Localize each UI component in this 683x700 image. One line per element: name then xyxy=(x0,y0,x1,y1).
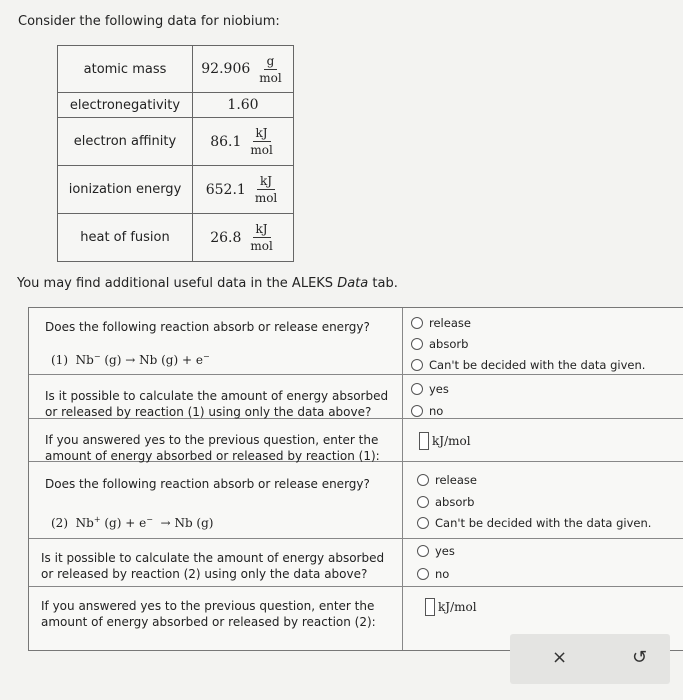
radio-button[interactable] xyxy=(417,545,429,557)
q1-option-cannot-decide[interactable]: Can't be decided with the data given. xyxy=(411,358,645,372)
property-name: electron affinity xyxy=(58,118,193,166)
undo-icon[interactable]: ↺ xyxy=(632,647,648,668)
q1-option-release[interactable]: release xyxy=(411,316,471,330)
q1b-option-yes[interactable]: yes xyxy=(411,382,449,396)
q1-reaction: (1) Nb− (g) → Nb (g) + e− xyxy=(51,352,210,367)
q2b-question: Is it possible to calculate the amount of energy absorbed or released by reaction (2) using only the data above? xyxy=(41,551,385,581)
property-value: 652.1 xyxy=(205,181,246,198)
radio-button[interactable] xyxy=(411,405,423,417)
q1b-question: Is it possible to calculate the amount of energy absorbed or released by reaction (1) using only the data above? xyxy=(45,389,389,419)
property-value: 86.1 xyxy=(210,133,242,150)
q1b-option-no[interactable]: no xyxy=(411,404,443,418)
radio-button[interactable] xyxy=(411,338,423,350)
unit-denominator: mol xyxy=(250,143,273,157)
q2b-option-no[interactable]: no xyxy=(417,567,449,581)
radio-button[interactable] xyxy=(417,517,429,529)
property-name: ionization energy xyxy=(58,166,193,214)
unit-label: kJ/mol xyxy=(438,600,477,614)
unit-numerator: kJ xyxy=(253,222,271,238)
q1-energy-answer xyxy=(419,432,471,450)
arrow-icon: → xyxy=(160,516,171,530)
q1-question: Does the following reaction absorb or release energy? xyxy=(45,320,370,334)
property-name: electronegativity xyxy=(58,93,193,118)
q1c-question: If you answered yes to the previous question, enter the amount of energy absorbed or released by reaction (1): xyxy=(45,433,380,463)
data-tab-reference: Data xyxy=(337,276,369,291)
q2c-question: If you answered yes to the previous question, enter the amount of energy absorbed or released by reaction (2): xyxy=(41,599,376,629)
q2-energy-input[interactable] xyxy=(425,598,435,616)
q2-energy-answer xyxy=(425,598,477,616)
q2-question: Does the following reaction absorb or release energy? xyxy=(45,477,370,491)
table-row xyxy=(58,46,294,93)
radio-button[interactable] xyxy=(411,317,423,329)
column-divider xyxy=(402,308,403,650)
table-row xyxy=(58,118,294,166)
property-value: 1.60 xyxy=(227,97,259,113)
table-row xyxy=(58,166,294,214)
property-name: atomic mass xyxy=(58,46,193,93)
unit-label: kJ/mol xyxy=(432,434,471,448)
hint-text: You may find additional useful data in the ALEKS Data tab. xyxy=(17,276,398,291)
radio-button[interactable] xyxy=(417,496,429,508)
clear-icon[interactable]: × xyxy=(552,647,568,668)
q1-energy-input[interactable] xyxy=(419,432,429,450)
table-row xyxy=(58,93,294,118)
q2-option-absorb[interactable]: absorb xyxy=(417,495,474,509)
property-value: 26.8 xyxy=(210,229,242,246)
property-name: heat of fusion xyxy=(58,214,193,262)
unit-denominator: mol xyxy=(259,70,282,85)
radio-button[interactable] xyxy=(411,359,423,371)
answer-toolbar xyxy=(510,634,670,684)
unit-numerator: kJ xyxy=(253,126,271,142)
radio-button[interactable] xyxy=(417,474,429,486)
unit-denominator: mol xyxy=(254,191,278,205)
unit-numerator: kJ xyxy=(257,174,275,190)
arrow-icon: → xyxy=(125,353,136,367)
radio-button[interactable] xyxy=(417,568,429,580)
radio-button[interactable] xyxy=(411,383,423,395)
table-row xyxy=(58,214,294,262)
q2-option-release[interactable]: release xyxy=(417,473,477,487)
q2b-option-yes[interactable]: yes xyxy=(417,544,455,558)
q2-option-cannot-decide[interactable]: Can't be decided with the data given. xyxy=(417,516,651,530)
unit-denominator: mol xyxy=(250,239,273,253)
property-value: 92.906 xyxy=(201,61,251,77)
unit-numerator: g xyxy=(264,54,278,70)
q1-option-absorb[interactable]: absorb xyxy=(411,337,468,351)
niobium-data-table xyxy=(57,45,294,262)
question-panel xyxy=(28,307,683,651)
intro-text: Consider the following data for niobium: xyxy=(18,14,280,29)
q2-reaction: (2) Nb+ (g) + e− → Nb (g) xyxy=(51,515,214,530)
